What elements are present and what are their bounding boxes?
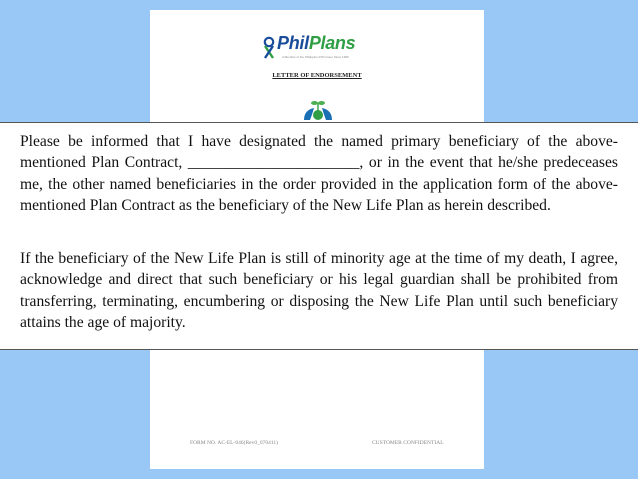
plant-globe-emblem-icon [300,98,336,120]
confidential-label: CUSTOMER CONFIDENTIAL [372,440,444,446]
logo-tagline: A Member of the Philippine Phil Group Since 1969 [282,55,349,59]
logo-wordmark [277,33,355,54]
document-title: LETTER OF ENDORSEMENT [272,72,362,79]
philplans-logo [262,35,382,65]
logo-wordmark-plans: Plans [308,33,356,53]
form-number: FORM NO. AC-EL-046(Rev0_070411) [190,440,278,446]
logo-wordmark-phil: Phil [277,33,309,53]
zoomed-text-banner [0,122,638,350]
paragraph-designation: Please be informed that I have designated the named primary beneficiary of the above-mentioned Plan Contract, ______________________, or in the event that he/she predeceases me, the other named beneficiaries in the order provided in the application form of the above-mentioned Plan Contract as the beneficiary of the New Life Plan as herein described. [20,133,618,214]
ribbon-logo-icon [262,36,276,60]
paragraph-minority-age: If the beneficiary of the New Life Plan is still of minority age at the time of my death, I agree, acknowledge and direct that such beneficiary or his legal guardian shall be prohibited from transferring, terminating, encumbering or disposing the New Life Plan until such beneficiary attains the age of majority. [20,250,618,331]
